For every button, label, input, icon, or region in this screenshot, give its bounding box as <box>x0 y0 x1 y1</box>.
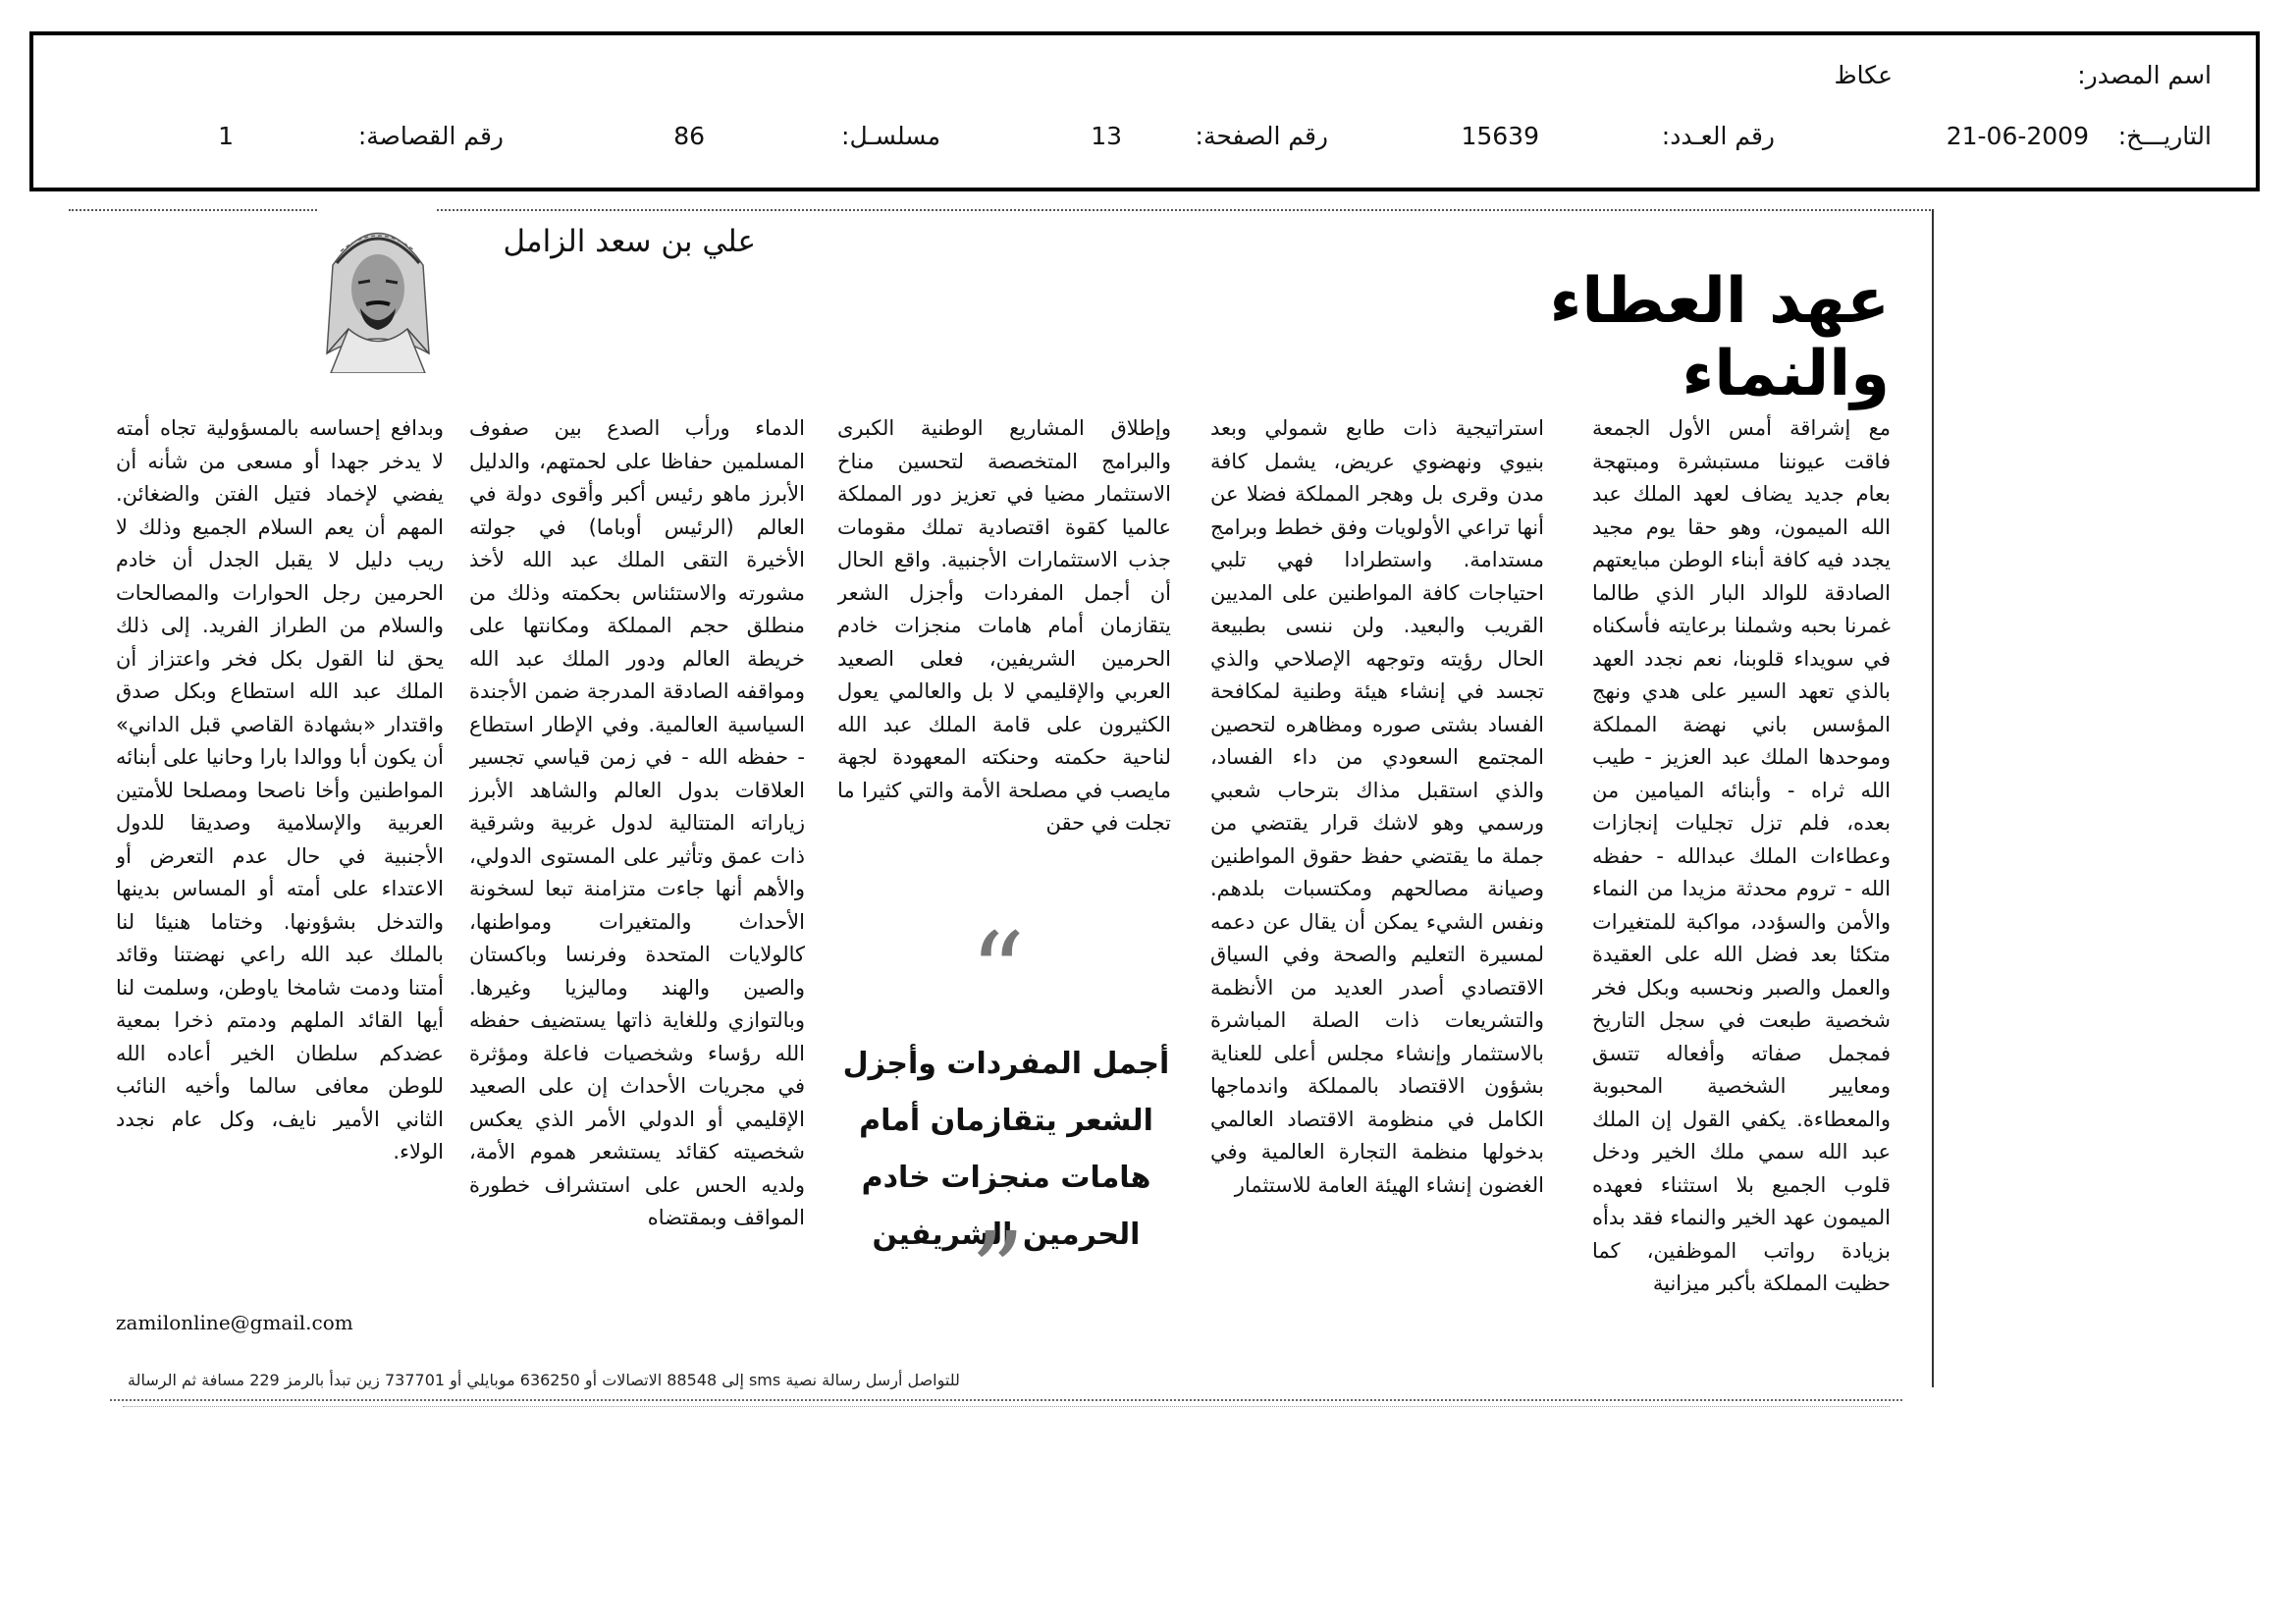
article-headline: عهد العطاء والنماء <box>1549 265 1890 410</box>
open-quote-icon: “ <box>970 909 1026 1035</box>
article-column-4: الدماء ورأب الصدع بين صفوف المسلمين حفاظا على لحمتهم، والدليل الأبرز ماهو رئيس أكبر وأقوى دولة في العالم (الرئيس أوباما) في جولته الأخيرة التقى الملك عبد الله لأخذ مشورته والاستئناس بحكمته وذلك من منطلق حجم المملكة ومكانتها على خريطة العالم ودور الملك عبد الله ومواقفه الصادقة المدرجة ضمن الأجندة السياسية العالمية. وفي الإطار استطاع - حفظه الله - في زمن قياسي تجسير العلاقات بدول العالم والشاهد الأبرز زياراته المتتالية لدول غربية وشرقية ذات عمق وتأثير على المستوى الدولي، والأهم أنها جاءت متزامنة تبعا لسخونة الأحداث والمتغيرات ومواطنها، كالولايات المتحدة وفرنسا وباكستان والصين والهند وماليزيا وغيرها. وبالتوازي وللغاية ذاتها يستضيف حفظه الله رؤساء وشخصيات فاعلة ومؤثرة في مجريات الأحداث إن على الصعيد الإقليمي أو الدولي الأمر الذي يعكس شخصيته كقائد يستشعر هموم الأمة، ولديه الحس على استشراف خطورة المواقف وبمقتضاه <box>469 416 805 1229</box>
issue-number-label: رقم العـدد: <box>1661 122 1775 150</box>
article-column-1: مع إشراقة أمس الأول الجمعة فاقت عيوننا مستبشرة ومبتهجة بعام جديد يضاف لعهد الملك عبد الله الميمون، وهو حقا يوم مجيد يجدد فيه كافة أبناء الوطن مبايعتهم الصادقة للوالد البار الذي طالما غمرنا بحبه وشملنا برعايته فأسكناه في سويداء قلوبنا، نعم نجدد العهد بالذي تعهد السير على هدي ونهج المؤسس باني نهضة المملكة وموحدها الملك عبد العزيز - طيب الله ثراه - وأبنائه الميامين من بعده، فلم تزل تجليات إنجازات وعطاءات الملك عبدالله - حفظه الله - تروم محدثة مزيدا من النماء والأمن والسؤدد، مواكبة للمتغيرات متكئا بعد فضل الله على العقيدة والعمل والصبر ونحسبه وبكل فخر شخصية طبعت في سجل التاريخ فمجمل صفاته وأفعاله تتسق ومعايير الشخصية المحبوبة والمعطاءة. يكفي القول إن الملك عبد الله سمي ملك الخير ودخل قلوب الجميع بلا استثناء فعهده الميمون عهد الخير والنماء فقد بدأه بزيادة رواتب الموظفين، كما حظيت المملكة بأكبر ميزانية <box>1592 416 1891 1295</box>
sms-contact-footer: للتواصل أرسل رسالة نصية sms إلى 88548 الاتصالات أو 636250 موبايلي أو 737701 زين تبدأ بالرمز 229 مسافة ثم الرسالة <box>128 1371 960 1389</box>
clipping-metadata-box <box>29 31 2260 191</box>
date-label: التاريـــخ: <box>2117 122 2212 150</box>
clipping-right-border <box>1932 209 1934 1387</box>
clipping-bottom-border <box>110 1399 1902 1401</box>
article-column-3: وإطلاق المشاريع الوطنية الكبرى والبرامج المتخصصة لتحسين مناخ الاستثمار مضيا في تعزيز دور المملكة عالميا كقوة اقتصادية تملك مقومات جذب الاستثمارات الأجنبية. واقع الحال أن أجمل المفردات وأجزل الشعر يتقازمان أمام هامات منجزات خادم الحرمين الشريفين، فعلى الصعيد العربي والإقليمي لا بل والعالمي يعول الكثيرون على قامة الملك عبد الله لناحية حكمته وحنكته المعهودة لجهة مايصب في مصلحة الأمة والتي كثيرا ما تجلت في حقن <box>837 416 1171 835</box>
page-number-value: 13 <box>1091 122 1122 150</box>
source-label: اسم المصدر: <box>2077 61 2212 89</box>
issue-number-value: 15639 <box>1461 122 1539 150</box>
article-column-2: استراتيجية ذات طابع شمولي وبعد بنيوي ونهضوي عريض، يشمل كافة مدن وقرى بل وهجر المملكة فضلا عن أنها تراعي الأولويات وفق خطط وبرامج مستدامة. واستطرادا فهي تلبي احتياجات كافة المواطنين على المديين القريب والبعيد. ولن ننسى بطبيعة الحال رؤيته وتوجهه الإصلاحي والذي تجسد في إنشاء هيئة وطنية لمكافحة الفساد بشتى صوره ومظاهره لتحصين المجتمع السعودي من داء الفساد، والذي استقبل مذاك بترحاب شعبي ورسمي وهو لاشك قرار يقتضي من جملة ما يقتضي حفظ حقوق المواطنين وصيانة مصالحهم ومكتسبات بلدهم. ونفس الشيء يمكن أن يقال عن دعمه لمسيرة التعليم والصحة وفي السياق الاقتصادي أصدر العديد من الأنظمة والتشريعات ذات الصلة المباشرة بالاستثمار وإنشاء مجلس أعلى للعناية بشؤون الاقتصاد بالمملكة واندماجها الكامل في منظومة الاقتصاد العالمي بدخولها منظمة التجارة العالمية وفي الغضون إنشاء الهيئة العامة للاستثمار <box>1210 416 1544 1197</box>
source-value: عكاظ <box>1834 61 1893 89</box>
author-portrait <box>319 206 437 373</box>
serial-label: مسلسـل: <box>841 122 940 150</box>
close-quote-icon: ” <box>970 1209 1026 1334</box>
pull-quote: أجمل المفردات وأجزل الشعر يتقازمان أمام هامات منجزات خادم الحرمين الشريفين <box>842 1047 1170 1252</box>
article-column-5: وبدافع إحساسه بالمسؤولية تجاه أمته لا يدخر جهدا أو مسعى من شأنه أن يفضي لإخماد فتيل الفتن والضغائن. المهم أن يعم السلام الجميع وذلك لا ريب دليل لا يقبل الجدل أن خادم الحرمين رجل الحوارات والمصالحات والسلام من الطراز الفريد. إلى ذلك يحق لنا القول بكل فخر واعتزاز أن الملك عبد الله استطاع وبكل صدق واقتدار «بشهادة القاصي قبل الداني» أن يكون أبا ووالدا بارا وحانيا على أبنائه المواطنين وأخا ناصحا ومصلحا للأمتين العربية والإسلامية وصديقا للدول الأجنبية في حال عدم التعرض أو الاعتداء على أمته أو المساس بدينها والتدخل بشؤونها. وختاما هنيئا لنا بالملك عبد الله راعي نهضتنا وقائد أمتنا ودمت شامخا ياوطن، وسلمت لنا أيها القائد الملهم ودمتم ذخرا بمعية عضدكم سلطان الخير أعاده الله للوطن معافى سالما وأخيه النائب الثاني الأمير نايف، وكل عام نجدد الولاء. <box>116 416 444 1164</box>
clipping-bottom-border-secondary <box>123 1406 1890 1407</box>
clip-number-label: رقم القصاصة: <box>357 122 504 150</box>
serial-value: 86 <box>673 122 705 150</box>
author-byline: علي بن سعد الزامل <box>503 224 756 259</box>
author-email: zamilonline@gmail.com <box>116 1311 353 1334</box>
clip-number-value: 1 <box>218 122 234 150</box>
date-value: 21-06-2009 <box>1946 122 2089 150</box>
page-number-label: رقم الصفحة: <box>1195 122 1328 150</box>
